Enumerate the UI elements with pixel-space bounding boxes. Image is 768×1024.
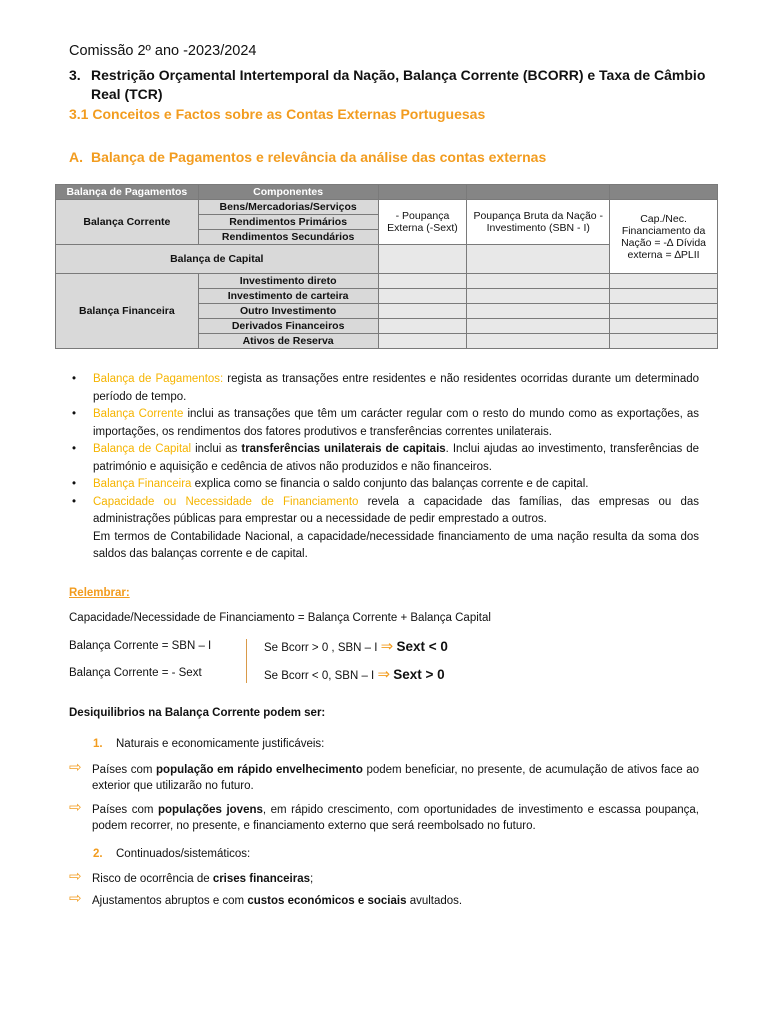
implies-arrow-icon: ⇒: [380, 638, 394, 655]
section-3-1-heading: 3.1 Conceitos e Factos sobre as Contas Externas Portuguesas: [69, 106, 486, 122]
equation-bc-sext: Balança Corrente = - Sext: [69, 667, 202, 679]
poupanca-bruta-cell: Poupança Bruta da Nação - Investimento (SBN - I): [467, 200, 610, 245]
section-3-number: 3.: [69, 67, 81, 83]
list-item: • Balança de Capital inclui as transferências unilaterais de capitais. Inclui ajudas ao investimento, transferências de património e aquisição e cedência de ativos não produzidos e não financeiros.: [72, 443, 699, 473]
group-1-heading: 1. Naturais e economicamente justificáveis:: [93, 738, 325, 750]
bc-component: Rendimentos Secundários: [198, 230, 378, 245]
document-header: Comissão 2º ano -2023/2024: [69, 43, 257, 59]
list-item: • Balança de Pagamentos: regista as transações entre residentes e não residentes ocorridas durante um determinado período de tempo.: [72, 373, 700, 403]
imbalances-heading: Desiquilibrios na Balança Corrente podem ser:: [69, 707, 326, 719]
row-balanca-corrente: Balança Corrente: [56, 200, 199, 245]
section-a-number: A.: [69, 149, 83, 165]
arrow-right-icon: ⇨: [69, 759, 82, 776]
section-3-title: Restrição Orçamental Intertemporal da Nação, Balança Corrente (BCORR) e Taxa de Câmbio Real (TCR): [91, 67, 706, 102]
relembrar-title: Relembrar:: [69, 587, 130, 599]
balance-of-payments-table: [55, 184, 718, 349]
definitions-list: [69, 371, 699, 564]
poupanca-externa-cell: - Poupança Externa (-Sext): [378, 200, 467, 245]
arrow-right-icon: ⇨: [69, 868, 82, 885]
list-item: • Capacidade ou Necessidade de Financiamento revela a capacidade das famílias, das empresas ou das administrações públicas para emprestar ou a necessidade de pedir emprestado a outros. Em termos de Contabilidade Nacional, a capacidade/necessidade financiamento de uma nação resulta da soma dos saldos das balanças corrente e de capital.: [72, 495, 699, 560]
row-balanca-capital: Balança de Capital: [56, 245, 379, 274]
equation-cap-nec: Capacidade/Necessidade de Financiamento = Balança Corrente + Balança Capital: [69, 612, 491, 624]
bf-component: Investimento de carteira: [198, 289, 378, 304]
bc-component: Rendimentos Primários: [198, 215, 378, 230]
brace-divider: [242, 639, 247, 683]
section-a-heading: [69, 149, 546, 165]
list-item: ⇨ Risco de ocorrência de crises financeiras;: [69, 868, 314, 885]
arrow-right-icon: ⇨: [69, 890, 82, 907]
equation-bc-sbn: Balança Corrente = SBN – I: [69, 640, 212, 652]
table-header-bop: Balança de Pagamentos: [56, 185, 199, 200]
bf-component: Outro Investimento: [198, 304, 378, 319]
condition-positive: Se Bcorr > 0 , SBN – I ⇒ Sext < 0: [264, 638, 448, 655]
implies-arrow-icon: ⇒: [377, 666, 391, 683]
table-header-components: Componentes: [198, 185, 378, 200]
bf-component: Investimento direto: [198, 274, 378, 289]
bc-component: Bens/Mercadorias/Serviços: [198, 200, 378, 215]
list-item: ⇨ Países com populações jovens, em rápido crescimento, com oportunidades de investimento e escassa poupança, podem recorrer, no presente, e financiamento externo que será reembolsado no futuro.: [69, 799, 700, 832]
cap-nec-cell: Cap./Nec. Financiamento da Nação = -∆ Dívida externa = ∆PLII: [610, 200, 718, 274]
bf-component: Ativos de Reserva: [198, 334, 378, 349]
list-item: • Balança Financeira explica como se financia o saldo conjunto das balanças corrente e de capital.: [72, 478, 589, 490]
list-item: ⇨ Ajustamentos abruptos e com custos económicos e sociais avultados.: [69, 890, 463, 907]
section-a-title: Balança de Pagamentos e relevância da análise das contas externas: [91, 149, 547, 165]
condition-negative: Se Bcorr < 0, SBN – I ⇒ Sext > 0: [264, 666, 445, 683]
section-3-heading: [69, 66, 709, 104]
arrow-right-icon: ⇨: [69, 799, 82, 816]
list-item: • Balança Corrente inclui as transações que têm um carácter regular com o resto do mundo como as exportações, as importações, os rendimentos dos fatores produtivos e transferências correntes unilaterais.: [72, 408, 699, 438]
bf-component: Derivados Financeiros: [198, 319, 378, 334]
list-item: ⇨ Países com população em rápido envelhecimento podem beneficiar, no presente, de acumulação de ativos face ao exterior que utilizarão no futuro.: [69, 759, 699, 792]
row-balanca-financeira: Balança Financeira: [56, 274, 199, 349]
group-2-heading: 2. Continuados/sistemáticos:: [93, 848, 251, 860]
